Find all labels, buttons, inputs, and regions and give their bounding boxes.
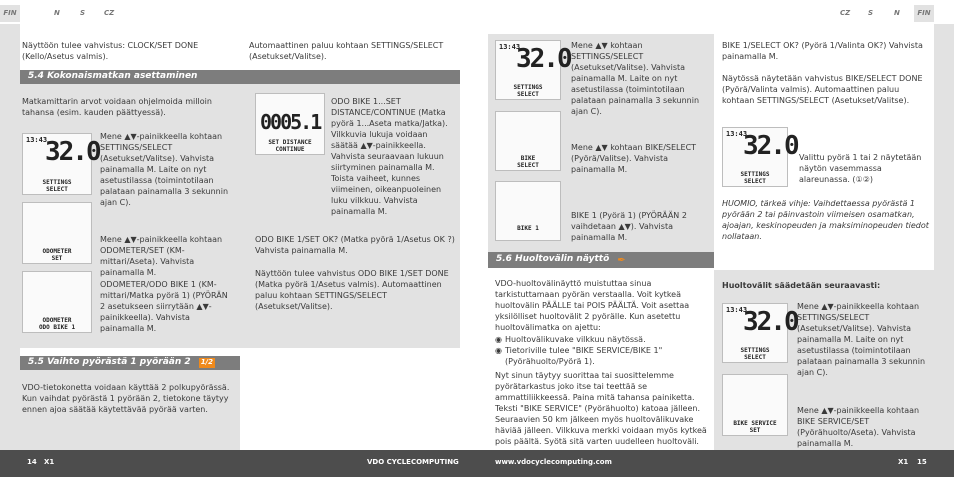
lcd-odo-bike1: ODOMETER ODO BIKE 1 [22,271,92,333]
tab-n-left: N [54,8,60,17]
lcd-settings-select-1: 13:43 32.0 SETTINGS SELECT [22,133,92,195]
col1-intro: Näyttöön tulee vahvistus: CLOCK/SET DONE (Kello/Asetus valmis). [22,41,199,61]
sec55-header: 5.5 Vaihto pyörästä 1 pyörään 2 1/2 [20,356,240,370]
sec54-header: 5.4 Kokonaismatkan asettaminen [20,70,460,84]
lcd-settings-select-4: 13:43 32.0 SETTINGS SELECT [722,303,788,363]
lcd-set-distance: 0005.1 SET DISTANCE CONTINUE [255,93,325,155]
col4-p3: Valittu pyörä 1 tai 2 näytetään näytön vasemmassa alareunassa. (①②) [799,153,922,184]
col2-step4: ODO BIKE 1...SET DISTANCE/CONTINUE (Matka pyörä 1...Aseta matka/Jatka). Vilkkuvia lukuja voidaan säätää ▲▼-painikkeella. Vahvista seuraavaan lukuun siirtyminen painamalla M. Toista vaiheet, kunnes viimeinen, oikeanpuoleinen luku vilkkuu. Vahvista painamalla M. [331,97,448,216]
col3-step1: Mene ▲▼ kohtaan SETTINGS/SELECT (Asetukset/Valitse). Vahvista painamalla M. Laite on nyt asetustilassa (toimintotilaan palataan painamalla 3 sekunnin ajan C). [571,41,700,116]
tab-n-right: N [894,8,900,17]
lcd-bike1: BIKE 1 [495,181,561,241]
right-model: X1 [898,458,909,466]
left-model: X1 [44,458,55,466]
wrench-icon: ✒ [617,254,626,266]
lcd-bike-service: BIKE SERVICE SET [722,374,788,436]
tab-s-left: S [80,8,86,17]
lcd-odometer-set: ODOMETER SET [22,202,92,264]
col3-step2: Mene ▲▼ kohtaan BIKE/SELECT (Pyörä/Valitse). Vahvista painamalla M. [571,143,697,174]
col1-step1: Mene ▲▼-painikkeella kohtaan SETTINGS/SELECT (Asetukset/Valitse). Vahvista painamalla M. Laite on nyt asetustilassa (toimintotilaan palataan painamalla 3 sekunnin ajan C). [100,132,229,207]
lcd-settings-select-3: 13:43 32.0 SETTINGS SELECT [722,127,788,187]
website-url: www.vdocyclecomputing.com [495,458,612,466]
tab-s-right: S [868,8,874,17]
sec56-p1: VDO-huoltovälinäyttö muistuttaa sinua tarkistuttamaan pyörän verstaalla. Voit kytkeä huoltovälin PÄÄLLE tai POIS PÄÄLTÄ. Voit asettaa yksilölliset huoltovälit 2 pyörälle. Kun asetettu huoltovälimatka on ajettu: [495,279,690,332]
col3-step3: BIKE 1 (Pyörä 1) (PYÖRÄÄN 2 vaihdetaan ▲▼). Vahvista painamalla M. [571,211,687,242]
left-page-number: 14 [27,458,37,466]
sec56-header: 5.6 Huoltovälin näyttö ✒ [488,252,714,268]
top-bar [0,0,954,24]
col4-step2: Mene ▲▼-painikkeella kohtaan BIKE SERVICE/SET (Pyörähuolto/Aseta). Vahvista painamalla M. [797,406,920,448]
col1-step2: Mene ▲▼-painikkeella kohtaan ODOMETER/SET (KM-mittari/Aseta). Vahvista painamalla M. [100,235,223,277]
left-margin-strip [0,24,20,450]
col2-p2: ODO BIKE 1/SET OK? (Matka pyörä 1/Asetus OK ?) Vahvista painamalla M. [255,235,455,255]
tab-fin-left: FIN [0,5,20,22]
brand-name: VDO CYCLECOMPUTING [367,458,459,466]
col4-subtitle: Huoltovälit säädetään seuraavasti: [722,281,881,290]
lcd-settings-select-2: 13:43 32.0 SETTINGS SELECT [495,40,561,100]
bullet-icon: ◉ [495,346,502,355]
sec55-text: VDO-tietokonetta voidaan käyttää 2 polkupyörässä. Kun vaihdat pyörästä 1 pyörään 2, tietokone täytyy ennen ajoa säätää käytettävää pyörää varten. [22,383,230,414]
sec56-bullet1: ◉ Huoltovälikuvake vilkkuu näytössä. [495,335,646,344]
bike-tag-icon: 1/2 [200,358,213,367]
tab-cz-left: CZ [104,8,115,17]
col4-note: HUOMIO, tärkeä vihje: Vaihdettaessa pyörästä 1 pyörään 2 tai päinvastoin viimeisen osamatkan, ajoajan, keskinopeuden ja maksiminopeuden tiedot nollataan. [722,199,929,241]
col2-p3: Näyttöön tulee vahvistus ODO BIKE 1/SET DONE (Matka pyörä 1/Asetus valmis). Automaattinen paluu kohtaan SETTINGS/SELECT (Asetukset/Valitse). [255,269,449,311]
sec56-bullet2: ◉ Tietoriville tulee "BIKE SERVICE/BIKE 1" (Pyörähuolto/Pyörä 1). [495,346,663,366]
col1-step3: ODOMETER/ODO BIKE 1 (KM-mittari/Matka pyörä 1) (PYÖRÄN 2 asetukseen siirrytään ▲▼-painikkeella). Vahvista painamalla M. [100,280,228,333]
right-margin-strip [934,24,954,450]
tab-fin-right: FIN [914,5,934,22]
tab-cz-right: CZ [840,8,851,17]
sec56-p2: Nyt sinun täytyy suorittaa tai suosittelemme pyörätarkastus joko itse tai teettää se ammattiliikkeessä. Paina mitä tahansa painiketta. Teksti "BIKE SERVICE" (Pyörähuolto) katoaa jälleen. Seuraavien 50 km jälkeen myös huoltovälikuvake häviää jälleen. Vilkkuva merkki voidaan myös kytkeä pois päältä. Syötä sitä varten uudelleen huoltoväli. [495,371,707,446]
bullet-icon: ◉ [495,335,502,344]
col2-p1: Automaattinen paluu kohtaan SETTINGS/SELECT (Asetukset/Valitse). [249,41,444,61]
col4-p2: Näytössä näytetään vahvistus BIKE/SELECT DONE (Pyörä/Valinta valmis). Automaattinen paluu kohtaan SETTINGS/SELECT (Asetukset/Valitse). [722,74,923,105]
lcd-bike-select: BIKE SELECT [495,111,561,171]
right-page-number: 15 [917,458,927,466]
footer-bar [0,450,954,477]
col4-step1: Mene ▲▼-painikkeella kohtaan SETTINGS/SELECT (Asetukset/Valitse). Vahvista painamalla M. Laite on nyt asetustilassa (toimintotilaan palataan painamalla 3 sekunnin ajan C). [797,302,926,377]
col4-p1: BIKE 1/SELECT OK? (Pyörä 1/Valinta OK?) Vahvista painamalla M. [722,41,923,61]
sec54-intro: Matkamittarin arvot voidaan ohjelmoida milloin tahansa (esim. kauden päättyessä). [22,97,212,117]
